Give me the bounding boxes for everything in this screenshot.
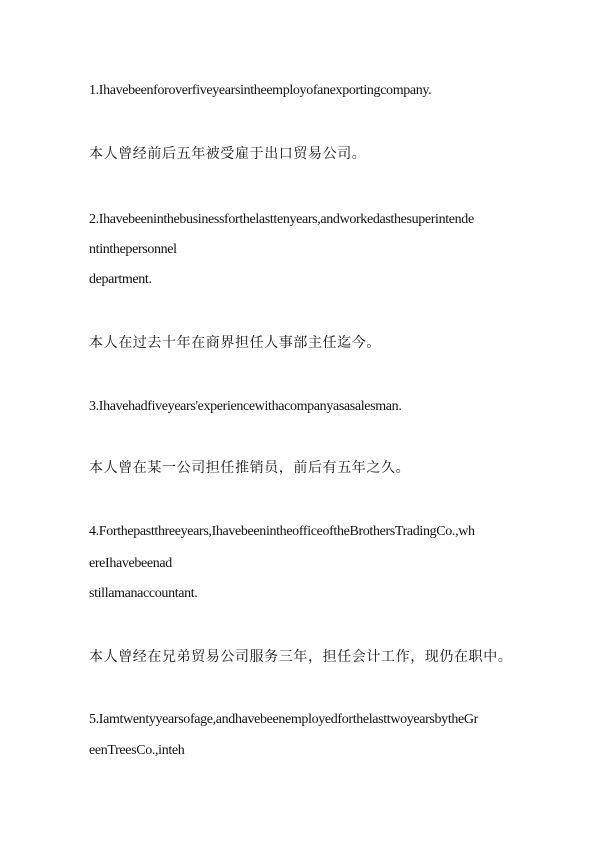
item-4-english-line-3: stillamanaccountant. [89,586,198,601]
item-2-english-line-1: 2.Ihavebeeninthebusinessforthelasttenyears,andworkedasthesuperintende [89,212,474,227]
item-2-english-line-3: department. [89,272,152,287]
item-3-english-line-1: 3.Ihavehadfiveyears'experiencewithacompanyasasalesman. [89,399,402,414]
item-5-english-line-2: eenTreesCo.,inteh [89,743,185,758]
item-4-english-line-2: ereIhavebeenad [89,556,172,571]
item-3-chinese-translation: 本人曾在某一公司担任推销员，前后有五年之久。 [89,460,411,476]
item-1-english-line-1: 1.Ihavebeenforoverfiveyearsintheemployofanexportingcompany. [89,83,432,98]
item-4-english-line-1: 4.Forthepastthreeyears,IhavebeenintheofficeoftheBrothersTradingCo.,wh [89,524,475,539]
item-2-english-line-2: ntinthepersonnel [89,242,177,257]
item-4-chinese-translation: 本人曾经在兄弟贸易公司服务三年，担任会计工作，现仍在职中。 [89,649,513,665]
item-2-chinese-translation: 本人在过去十年在商界担任人事部主任迄今。 [89,335,381,351]
item-1-chinese-translation: 本人曾经前后五年被受雇于出口贸易公司。 [89,146,367,162]
item-5-english-line-1: 5.Iamtwentyyearsofage,andhavebeenemployedforthelasttwoyearsbytheGr [89,712,478,727]
